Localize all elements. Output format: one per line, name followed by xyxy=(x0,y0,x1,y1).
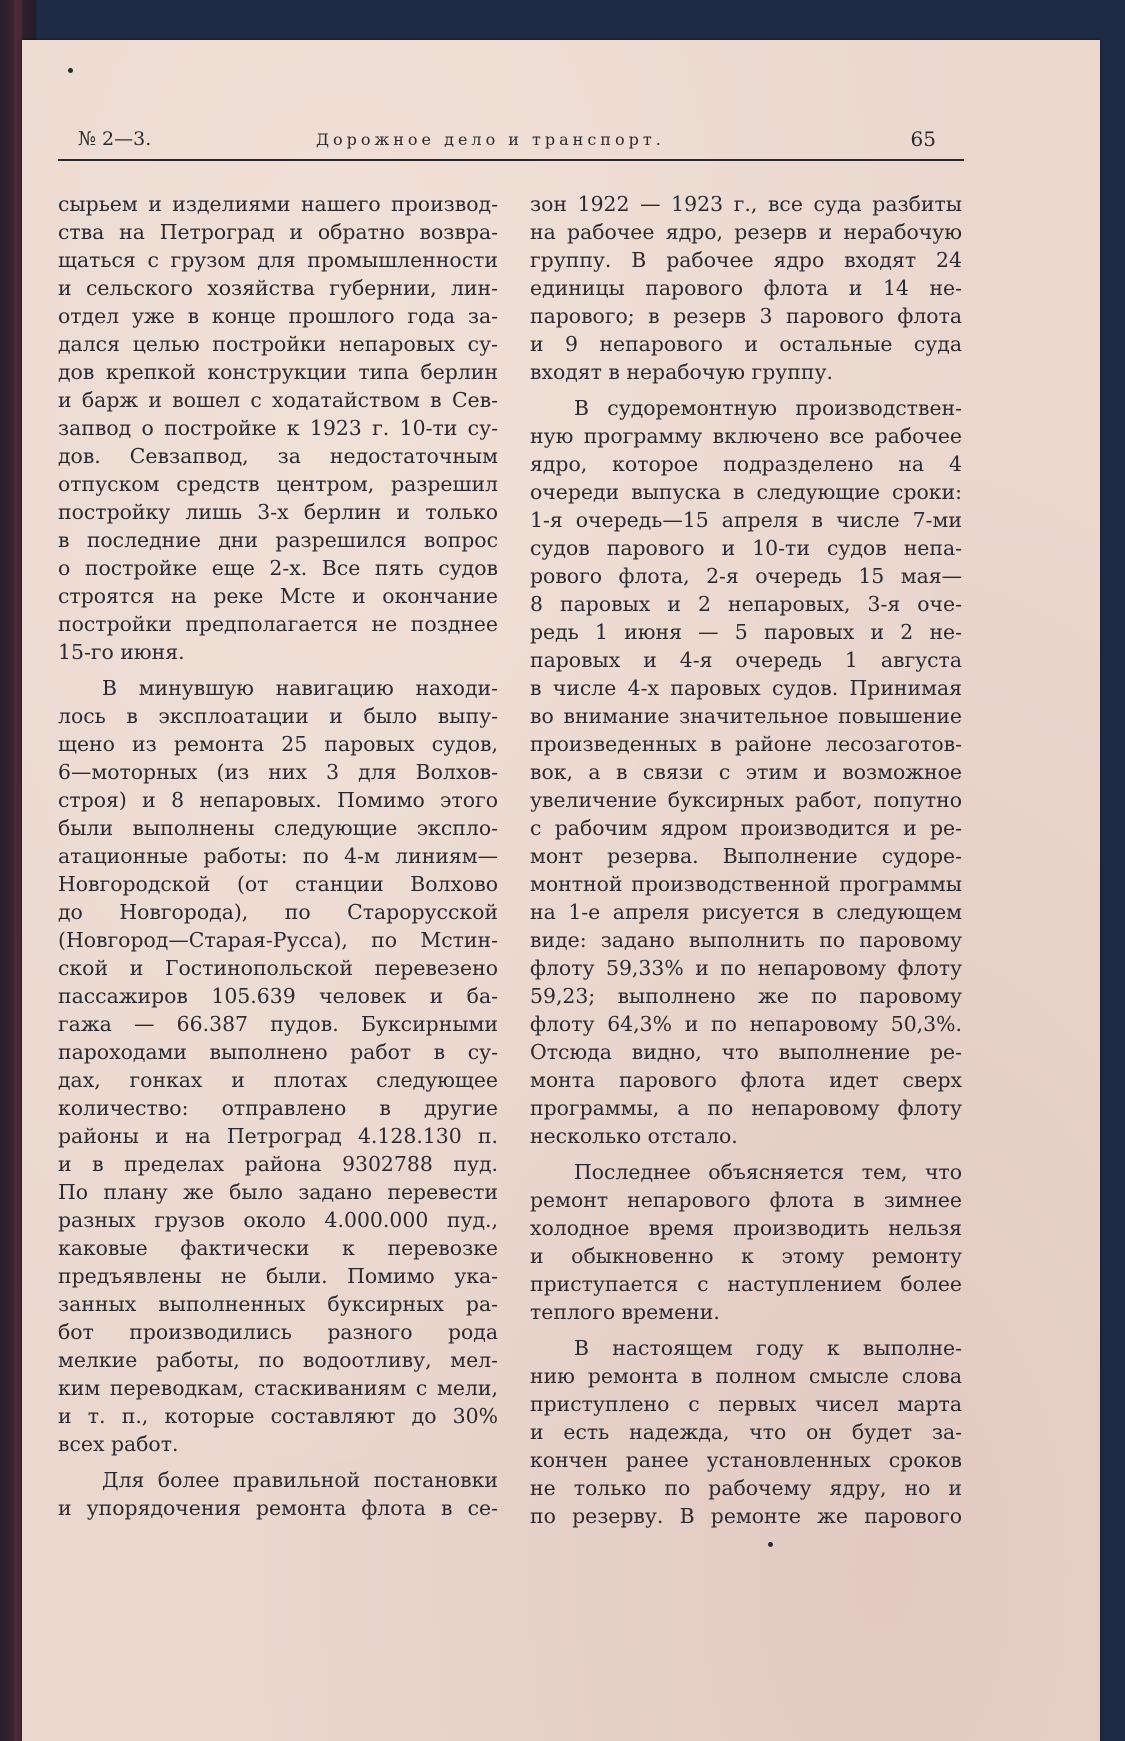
text-line: Для более правильной постановки xyxy=(102,1468,498,1492)
text-line: атационные работы: по 4-м линиям— xyxy=(58,844,498,868)
text-line: увеличение буксирных работ, попутно xyxy=(530,788,962,812)
text-line: занных выполненных буксирных ра- xyxy=(58,1292,498,1316)
text-line: виде: задано выполнить по паровому xyxy=(530,928,962,952)
text-line: В судоремонтную производствен- xyxy=(574,396,962,420)
text-line: и 9 непарового и остальные суда xyxy=(530,332,962,356)
text-line: рового флота, 2-я очередь 15 мая— xyxy=(530,564,962,588)
text-line: на 1-е апреля рисуется в следующем xyxy=(530,900,962,924)
text-line: вок, а в связи с этим и возможное xyxy=(530,760,962,784)
text-line: В минувшую навигацию находи- xyxy=(102,676,498,700)
text-line: паровых и 4-я очередь 1 августа xyxy=(530,648,962,672)
text-line: ную программу включено все рабочее xyxy=(530,424,962,448)
text-line: и барж и вошел с ходатайством в Сев- xyxy=(58,388,498,412)
text-line: каковые фактически к перевозке xyxy=(58,1236,498,1260)
text-line: постройки предполагается не позднее xyxy=(58,612,498,636)
text-line: теплого времени. xyxy=(530,1300,720,1324)
text-line: отдел уже в конце прошлого года за- xyxy=(58,304,498,328)
text-line: По плану же было задано перевести xyxy=(58,1180,498,1204)
text-line: Новгородской (от станции Волхово xyxy=(58,872,498,896)
ink-speck xyxy=(768,1542,773,1547)
book-spine-edge xyxy=(14,0,22,1741)
text-line: произведенных в районе лесозаготов- xyxy=(530,732,962,756)
text-line: приступается с наступлением более xyxy=(530,1272,962,1296)
text-line: были выполнены следующие экспло- xyxy=(58,816,498,840)
text-line: и т. п., которые составляют до 30% xyxy=(58,1404,498,1428)
issue-number: № 2—3. xyxy=(78,128,152,150)
text-line: о постройке еще 2-х. Все пять судов xyxy=(58,556,498,580)
text-line: на рабочее ядро, резерв и нерабочую xyxy=(530,220,962,244)
text-line: строя) и 8 непаровых. Помимо этого xyxy=(58,788,498,812)
text-line: группу. В рабочее ядро входят 24 xyxy=(530,248,962,272)
text-line: Отсюда видно, что выполнение ре- xyxy=(530,1040,962,1064)
text-line: ядро, которое подразделено на 4 xyxy=(530,452,962,476)
text-line: сырьем и изделиями нашего производ- xyxy=(58,192,498,216)
text-line: до Новгорода), по Старорусской xyxy=(58,900,498,924)
text-line: единицы парового флота и 14 не- xyxy=(530,276,962,300)
text-line: пассажиров 105.639 человек и ба- xyxy=(58,984,498,1008)
text-line: строятся на реке Мсте и окончание xyxy=(58,584,498,608)
paragraph-gap xyxy=(58,666,498,674)
text-line: количество: отправлено в другие xyxy=(58,1096,498,1120)
text-line: монтной производственной программы xyxy=(530,872,962,896)
text-line: 15-го июня. xyxy=(58,640,185,664)
paragraph-gap xyxy=(530,386,962,394)
text-line: и в пределах района 9302788 пуд. xyxy=(58,1152,498,1176)
text-line: запвод о постройке к 1923 г. 10-ти су- xyxy=(58,416,498,440)
text-line: В настоящем году к выполне- xyxy=(574,1336,962,1360)
text-line: щаться с грузом для промышленности xyxy=(58,248,498,272)
text-line: зон 1922 — 1923 г., все суда разбиты xyxy=(530,192,962,216)
text-line: 1-я очередь—15 апреля в числе 7-ми xyxy=(530,508,962,532)
text-line: холодное время производить нельзя xyxy=(530,1216,962,1240)
text-line: дах, гонках и плотах следующее xyxy=(58,1068,498,1092)
text-line: ким переводкам, стаскиваниям с мели, xyxy=(58,1376,498,1400)
text-line: приступлено с первых чисел марта xyxy=(530,1392,962,1416)
text-line: (Новгород—Старая-Русса), по Мстин- xyxy=(58,928,498,952)
text-line: дался целью постройки непаровых су- xyxy=(58,332,498,356)
text-line: несколько отстало. xyxy=(530,1124,738,1148)
text-line: монта парового флота идет сверх xyxy=(530,1068,962,1092)
text-line: монт резерва. Выполнение судоре- xyxy=(530,844,962,868)
running-header xyxy=(58,118,964,158)
text-line: всех работ. xyxy=(58,1432,179,1456)
text-line: входят в нерабочую группу. xyxy=(530,360,833,384)
text-line: очереди выпуска в следующие сроки: xyxy=(530,480,962,504)
text-line: нию ремонта в полном смысле слова xyxy=(530,1364,962,1388)
text-line: флоту 64,3% и по непаровому 50,3%. xyxy=(530,1012,962,1036)
text-line: постройку лишь 3-х берлин и только xyxy=(58,500,498,524)
text-line: отпуском средств центром, разрешил xyxy=(58,472,498,496)
right-text-column xyxy=(530,190,962,1530)
ink-speck xyxy=(68,68,73,73)
text-line: предъявлены не были. Помимо ука- xyxy=(58,1264,498,1288)
text-line: щено из ремонта 25 паровых судов, xyxy=(58,732,498,756)
text-line: судов парового и 10-ти судов непа- xyxy=(530,536,962,560)
text-line: и есть надежда, что он будет за- xyxy=(530,1420,962,1444)
text-line: разных грузов около 4.000.000 пуд., xyxy=(58,1208,498,1232)
left-text-column xyxy=(58,190,498,1522)
text-line: гажа — 66.387 пудов. Буксирными xyxy=(58,1012,498,1036)
text-line: и сельского хозяйства губернии, лин- xyxy=(58,276,498,300)
paragraph-gap xyxy=(530,1150,962,1158)
text-line: в числе 4-х паровых судов. Принимая xyxy=(530,676,962,700)
text-line: парового; в резерв 3 парового флота xyxy=(530,304,962,328)
text-line: 8 паровых и 2 непаровых, 3-я оче- xyxy=(530,592,962,616)
text-line: во внимание значительное повышение xyxy=(530,704,962,728)
text-line: Последнее объясняется тем, что xyxy=(574,1160,962,1184)
text-line: и обыкновенно к этому ремонту xyxy=(530,1244,962,1268)
header-rule xyxy=(58,159,964,161)
paragraph-gap xyxy=(530,1326,962,1334)
text-line: ской и Гостинопольской перевезено xyxy=(58,956,498,980)
text-line: с рабочим ядром производится и ре- xyxy=(530,816,962,840)
text-line: кончен ранее установленных сроков xyxy=(530,1448,962,1472)
text-line: 6—моторных (из них 3 для Волхов- xyxy=(58,760,498,784)
text-line: дов. Севзапвод, за недостаточным xyxy=(58,444,498,468)
text-line: районы и на Петроград 4.128.130 п. xyxy=(58,1124,498,1148)
text-line: флоту 59,33% и по непаровому флоту xyxy=(530,956,962,980)
text-line: лось в эксплоатации и было выпу- xyxy=(58,704,498,728)
text-line: пароходами выполнено работ в су- xyxy=(58,1040,498,1064)
page-number: 65 xyxy=(910,127,936,151)
text-line: 59,23; выполнено же по паровому xyxy=(530,984,962,1008)
text-line: программы, а по непаровому флоту xyxy=(530,1096,962,1120)
text-line: ства на Петроград и обратно возвра- xyxy=(58,220,498,244)
text-line: мелкие работы, по водоотливу, мел- xyxy=(58,1348,498,1372)
text-line: не только по рабочему ядру, но и xyxy=(530,1476,962,1500)
text-line: редь 1 июня — 5 паровых и 2 не- xyxy=(530,620,962,644)
text-line: и упорядочения ремонта флота в се- xyxy=(58,1496,498,1520)
paragraph-gap xyxy=(58,1458,498,1466)
text-line: бот производились разного рода xyxy=(58,1320,498,1344)
text-line: по резерву. В ремонте же парового xyxy=(530,1504,962,1528)
text-line: дов крепкой конструкции типа берлин xyxy=(58,360,498,384)
text-line: в последние дни разрешился вопрос xyxy=(58,528,498,552)
journal-title: Дорожное дело и транспорт. xyxy=(316,130,665,149)
text-line: ремонт непарового флота в зимнее xyxy=(530,1188,962,1212)
